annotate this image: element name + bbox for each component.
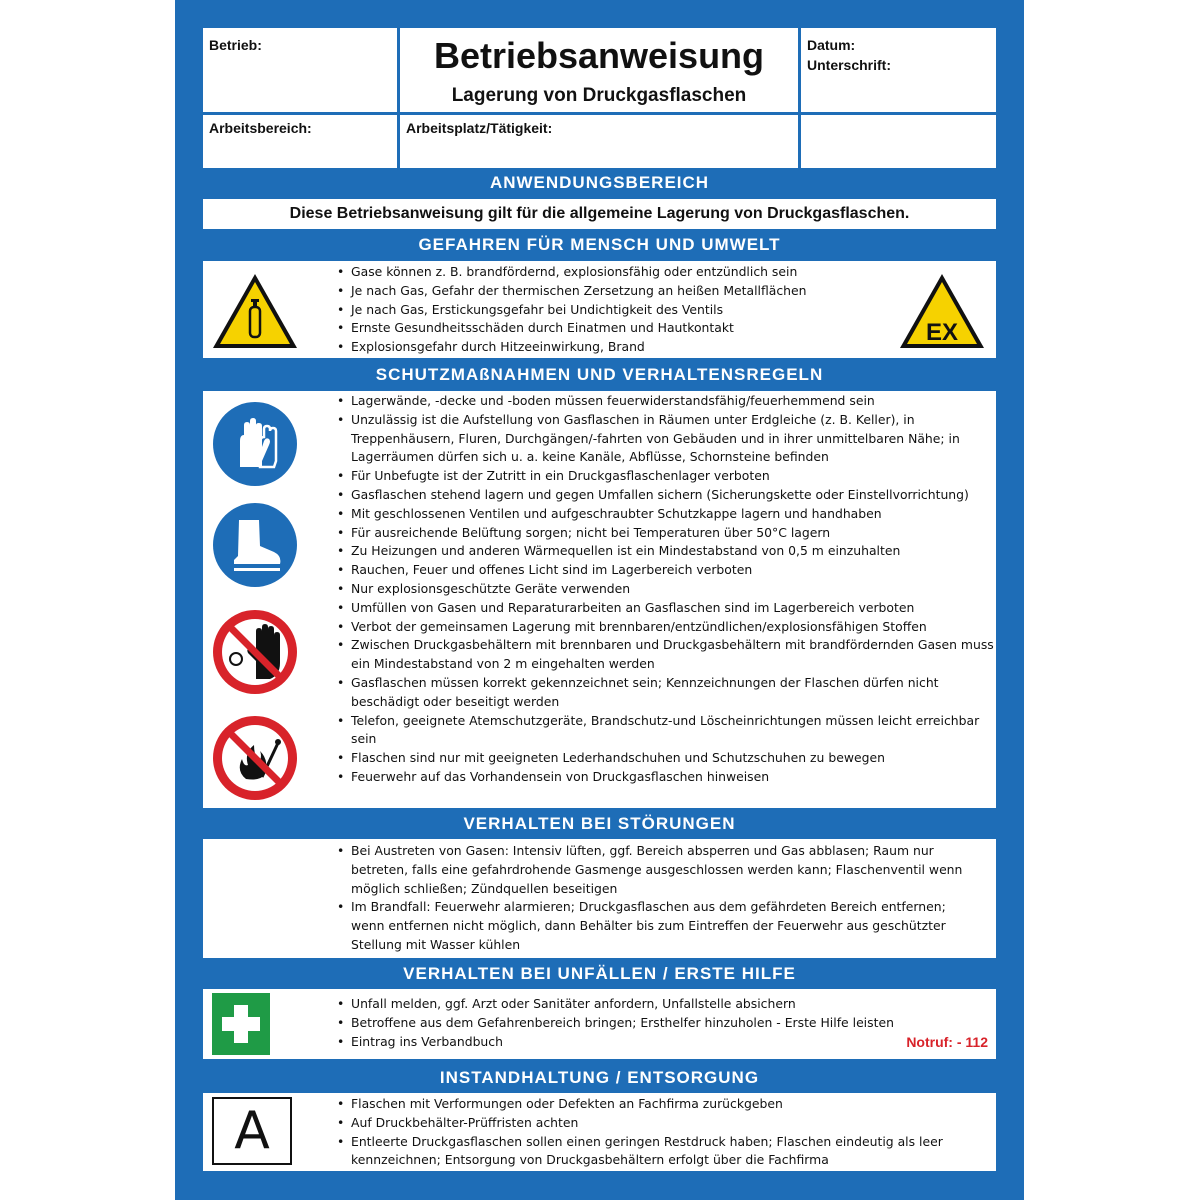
- list-item: • Telefon, geeignete Atemschutzgeräte, Brandschutz-und Löscheinrichtungen müssen leicht erreichbar sein: [337, 712, 997, 750]
- schutz-box: [203, 391, 996, 808]
- gefahren-list: [337, 263, 987, 357]
- gloves-mandatory-icon: [212, 401, 298, 487]
- instandhaltung-box: [203, 1093, 996, 1171]
- list-item: • Zu Heizungen und anderen Wärmequellen ist ein Mindestabstand von 0,5 m einzuhalten: [337, 542, 997, 561]
- instandhaltung-list: [337, 1095, 977, 1170]
- unterschrift-label: Unterschrift:: [807, 57, 892, 73]
- gas-cylinder-warning-icon: [210, 271, 300, 351]
- empty-header-cell: [801, 115, 996, 168]
- datum-label: Datum:: [807, 37, 856, 53]
- list-item: • Im Brandfall: Feuerwehr alarmieren; Druckgasflaschen aus dem gefährdeten Bereich entfernen; wenn entfernen nicht möglich, dann Behälter bis zum Eintreffen der Feuerwehr aus geschützter Stellung mit Wasser kühlen: [337, 898, 982, 954]
- betrieb-label: Betrieb:: [209, 37, 262, 53]
- list-item: • Zwischen Druckgasbehältern mit brennbaren und Druckgasbehältern mit brandfördernden Gasen muss ein Mindestabstand von 2 m eingehalten werden: [337, 636, 997, 674]
- page-subtitle: Lagerung von Druckgasflaschen: [451, 85, 747, 106]
- unfaelle-list: [337, 995, 917, 1051]
- list-item: • Feuerwehr auf das Vorhandensein von Druckgasflaschen hinweisen: [337, 768, 997, 787]
- first-aid-icon: [212, 993, 270, 1055]
- list-item: • Je nach Gas, Gefahr der thermischen Zersetzung an heißen Metallflächen: [337, 282, 987, 301]
- list-item: • Gasflaschen müssen korrekt gekennzeichnet sein; Kennzeichnungen der Flaschen dürfen nicht beschädigt oder beseitigt werden: [337, 674, 997, 712]
- list-item: • Unfall melden, ggf. Arzt oder Sanitäter anfordern, Unfallstelle absichern: [337, 995, 917, 1014]
- list-item: • Nur explosionsgeschützte Geräte verwenden: [337, 580, 997, 599]
- schutz-list: [337, 392, 997, 787]
- list-item: • Für Unbefugte ist der Zutritt in ein Druckgasflaschenlager verboten: [337, 467, 997, 486]
- gefahren-heading: GEFAHREN FÜR MENSCH UND UMWELT: [418, 235, 781, 254]
- instandhaltung-heading: INSTANDHALTUNG / ENTSORGUNG: [439, 1068, 760, 1087]
- a-label: A: [234, 1101, 270, 1161]
- list-item: • Je nach Gas, Erstickungsgefahr bei Undichtigkeit des Ventils: [337, 301, 987, 320]
- no-open-flame-icon: [212, 715, 298, 801]
- list-item: • Lagerwände, -decke und -boden müssen feuerwiderstandsfähig/feuerhemmend sein: [337, 392, 997, 411]
- unfaelle-box: [203, 989, 996, 1059]
- arbeitsplatz-cell: [400, 115, 798, 168]
- list-item: • Auf Druckbehälter-Prüffristen achten: [337, 1114, 977, 1133]
- schutz-heading: SCHUTZMAßNAHMEN UND VERHALTENSREGELN: [375, 365, 824, 384]
- maintenance-a-icon: [212, 1097, 292, 1165]
- betrieb-cell: [203, 28, 397, 112]
- list-item: • Für ausreichende Belüftung sorgen; nicht bei Temperaturen über 50°C lagern: [337, 524, 997, 543]
- list-item: • Umfüllen von Gasen und Reparaturarbeiten an Gasflaschen sind im Lagerbereich verboten: [337, 599, 997, 618]
- list-item: • Verbot der gemeinsamen Lagerung mit brennbaren/entzündlichen/explosionsfähigen Stoffen: [337, 618, 997, 637]
- stoerungen-heading: VERHALTEN BEI STÖRUNGEN: [463, 814, 736, 833]
- gefahren-box: [203, 261, 996, 358]
- safety-boots-mandatory-icon: [212, 502, 298, 588]
- ex-label: EX: [925, 319, 959, 346]
- no-unauthorized-access-icon: [212, 609, 298, 695]
- list-item: • Explosionsgefahr durch Hitzeeinwirkung, Brand: [337, 338, 987, 357]
- list-item: • Unzulässig ist die Aufstellung von Gasflaschen in Räumen unter Erdgleiche (z. B. Keller), in Treppenhäusern, Fluren, Durchgängen/-fahrten von Gebäuden und in ihrer unmittelbaren Nähe; in Lagerräumen dürfen sich u. a. keine Kanäle, Abflüsse, Schornsteine befinden: [337, 411, 997, 467]
- arbeitsbereich-cell: [203, 115, 397, 168]
- anwendungsbereich-text: Diese Betriebsanweisung gilt für die allgemeine Lagerung von Druckgasflaschen.: [289, 205, 910, 222]
- stoerungen-list: [337, 842, 982, 955]
- anwendungsbereich-heading: ANWENDUNGSBEREICH: [489, 173, 710, 192]
- list-item: • Flaschen sind nur mit geeigneten Lederhandschuhen und Schutzschuhen zu bewegen: [337, 749, 997, 768]
- stoerungen-box: [203, 839, 996, 958]
- datum-cell: [801, 28, 996, 112]
- list-item: • Rauchen, Feuer und offenes Licht sind im Lagerbereich verboten: [337, 561, 997, 580]
- list-item: • Entleerte Druckgasflaschen sollen einen geringen Restdruck haben; Flaschen eindeutig als leer kennzeichnen; Entsorgung von Druckgasbehältern erfolgt über die Fachfirma: [337, 1133, 977, 1171]
- explosive-atmosphere-warning-icon: [897, 271, 987, 351]
- list-item: • Flaschen mit Verformungen oder Defekten an Fachfirma zurückgeben: [337, 1095, 977, 1114]
- operating-instruction-sheet: [175, 0, 1024, 1200]
- list-item: • Ernste Gesundheitsschäden durch Einatmen und Hautkontakt: [337, 319, 987, 338]
- list-item: • Mit geschlossenen Ventilen und aufgeschraubter Schutzkappe lagern und handhaben: [337, 505, 997, 524]
- list-item: • Gasflaschen stehend lagern und gegen Umfallen sichern (Sicherungskette oder Einstellvorrichtung): [337, 486, 997, 505]
- arbeitsplatz-label: Arbeitsplatz/Tätigkeit:: [406, 120, 553, 136]
- list-item: • Betroffene aus dem Gefahrenbereich bringen; Ersthelfer hinzuholen - Erste Hilfe leisten: [337, 1014, 917, 1033]
- list-item: • Gase können z. B. brandfördernd, explosionsfähig oder entzündlich sein: [337, 263, 987, 282]
- page-title: Betriebsanweisung: [433, 35, 765, 76]
- unfaelle-heading: VERHALTEN BEI UNFÄLLEN / ERSTE HILFE: [403, 964, 796, 983]
- notruf-number: Notruf: - 112: [906, 1034, 988, 1050]
- title-cell: [400, 28, 798, 112]
- list-item: • Bei Austreten von Gasen: Intensiv lüften, ggf. Bereich absperren und Gas abblasen; Raum nur betreten, falls eine gefahrdrohende Gasmenge ausgeschlossen werden kann; Flaschenventil wenn möglich schließen; Zündquellen beseitigen: [337, 842, 982, 898]
- arbeitsbereich-label: Arbeitsbereich:: [209, 120, 312, 136]
- anwendungsbereich-box: [203, 199, 996, 229]
- list-item: • Eintrag ins Verbandbuch: [337, 1033, 917, 1052]
